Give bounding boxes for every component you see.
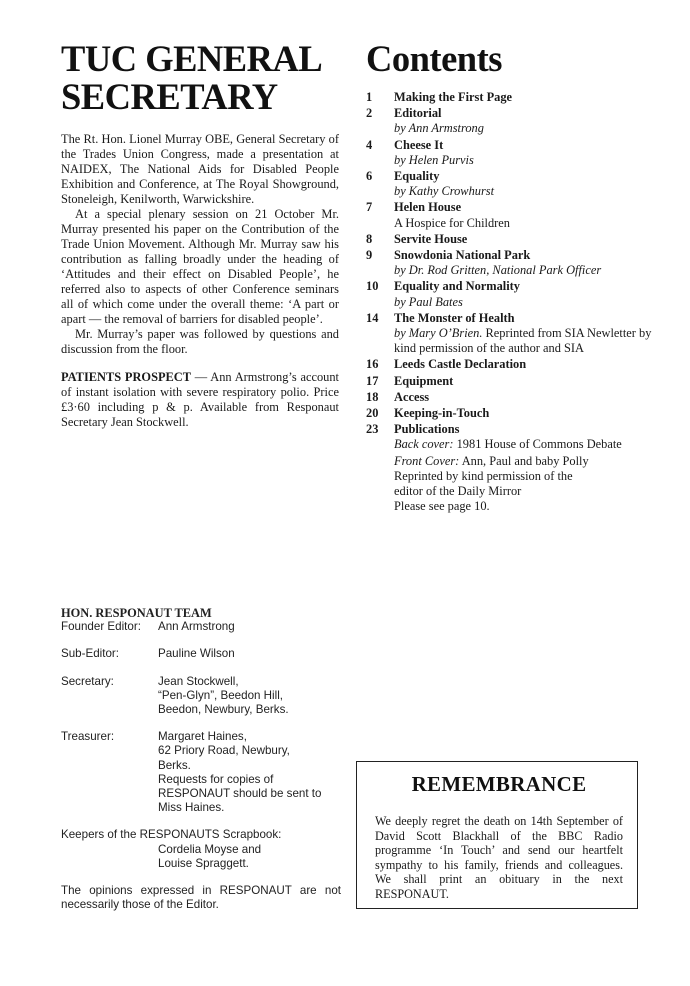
contents-item — [366, 232, 658, 247]
contents-page-number: 7 — [366, 200, 373, 215]
secretary-row — [61, 675, 341, 718]
treasurer-line-1: Margaret Haines, — [158, 730, 247, 744]
treasurer-line-6: Miss Haines. — [158, 801, 225, 815]
contents-page-number: 8 — [366, 231, 373, 246]
patients-prospect-notice — [61, 370, 339, 430]
responaut-team — [61, 606, 341, 912]
contents-item — [366, 406, 658, 421]
contents-page-number: 10 — [366, 279, 379, 294]
front-cover-line-3: editor of the Daily Mirror — [394, 484, 522, 499]
secretary-value — [158, 675, 341, 718]
contents-list — [366, 90, 658, 437]
treasurer-line-2: 62 Priory Road, Newbury, — [158, 744, 290, 758]
contents-item-title: Servite House — [394, 231, 468, 246]
founder-value: Ann Armstrong — [158, 620, 235, 634]
back-cover-note — [366, 437, 658, 452]
patients-prospect-heading: PATIENTS PROSPECT — [61, 370, 192, 384]
contents-item-title: Equality and Normality — [394, 279, 520, 294]
secretary-line-1: Jean Stockwell, — [158, 674, 239, 688]
contents-item-byline: by Kathy Crowhurst — [394, 184, 495, 199]
article-title — [61, 40, 339, 116]
contents-item-title: Cheese It — [394, 137, 444, 152]
contents-title: Contents — [366, 38, 502, 79]
contents-page-number: 17 — [366, 373, 379, 388]
contents-item — [366, 169, 658, 199]
contents-item-title: Publications — [394, 422, 460, 437]
contents-item-title: Leeds Castle Declaration — [394, 357, 527, 372]
team-heading: HON. RESPONAUT TEAM — [61, 606, 212, 620]
contents-item — [366, 357, 658, 372]
contents-item-title: Helen House — [394, 200, 462, 215]
treasurer-line-3: Berks. — [158, 758, 191, 772]
contents-item-subtitle: A Hospice for Children — [394, 215, 510, 230]
sub-editor-value: Pauline Wilson — [158, 647, 235, 661]
article-body — [61, 132, 339, 430]
contents-item-title: Editorial — [394, 106, 442, 121]
front-cover-line-2: Reprinted by kind permission of the — [394, 468, 573, 483]
keeper-name-1: Cordelia Moyse and — [158, 842, 262, 856]
secretary-line-3: Beedon, Newbury, Berks. — [158, 703, 289, 717]
tuc-article — [61, 40, 339, 430]
contents-page-number: 6 — [366, 169, 373, 184]
contents-item-title: Making the First Page — [394, 90, 513, 104]
contents-page-number: 14 — [366, 310, 379, 325]
contents-item — [366, 138, 658, 168]
treasurer-line-4: Requests for copies of — [158, 772, 274, 786]
contents-item-byline: by Mary O’Brien. — [394, 326, 483, 341]
contents-page-number: 2 — [366, 106, 373, 121]
contents-item — [366, 200, 658, 230]
article-title-line1: TUC GENERAL — [61, 38, 323, 79]
sub-editor-label: Sub-Editor: — [61, 647, 119, 661]
back-cover-label: Back cover: — [394, 437, 454, 452]
contents-page-number: 18 — [366, 389, 379, 404]
secretary-line-2: “Pen-Glyn”, Beedon Hill, — [158, 688, 284, 702]
article-paragraph-1: The Rt. Hon. Lionel Murray OBE, General Secretary of the Trades Union Congress, made a presentation at NAIDEX, The National Aids for Disabled People Exhibition and Conference, at The Royal Showground, Stoneleigh, Kenilworth, Warwickshire. — [61, 132, 339, 206]
contents-item-title: Equipment — [394, 373, 454, 388]
patients-prospect-text: — Ann Armstrong’s account of instant isolation with severe respiratory polio. Price £3·60 including p & p. Available from Responaut Secretary Jean Stockwell. — [61, 370, 339, 429]
front-cover-label: Front Cover: — [394, 453, 460, 468]
remembrance-title: REMEMBRANCE — [411, 772, 587, 796]
secretary-label: Secretary: — [61, 674, 114, 688]
back-cover-text: 1981 House of Commons Debate — [453, 437, 622, 452]
contents-item-title: The Monster of Health — [394, 310, 515, 325]
treasurer-value — [158, 730, 341, 815]
contents-item — [366, 106, 658, 136]
contents-item — [366, 248, 658, 278]
contents-item — [366, 374, 658, 389]
contents-item-title: Snowdonia National Park — [394, 248, 531, 263]
contents-item-title: Equality — [394, 169, 440, 184]
treasurer-label: Treasurer: — [61, 730, 115, 744]
treasurer-line-5: RESPONAUT should be sent to — [158, 787, 322, 801]
contents-page-number: 16 — [366, 357, 379, 372]
contents-item-title: Keeping-in-Touch — [394, 406, 490, 421]
contents-item-byline: by Helen Purvis — [394, 152, 474, 167]
contents-page-number: 23 — [366, 422, 379, 437]
article-paragraph-2: At a special plenary session on 21 October Mr. Murray presented his paper on the Contribution of the Trade Union Movement. Although Mr. Murray saw his contribution as falling broadly under the heading of ‘Attitudes and their effect on Disabled People’, he referred also to aspects of other Conference seminars all of which come under the overall theme: ‘A part or apart — the removal of barriers for disabled people’. — [61, 207, 339, 326]
keepers-names — [61, 843, 341, 871]
contents-page-number: 4 — [366, 137, 373, 152]
front-cover-text: Ann, Paul and baby Polly — [459, 453, 589, 468]
contents-section — [366, 40, 658, 514]
front-cover-line-4: Please see page 10. — [394, 499, 490, 514]
keeper-name-2: Louise Spraggett. — [158, 856, 249, 870]
front-cover-note — [366, 454, 658, 515]
founder-label: Founder Editor: — [61, 620, 141, 634]
contents-item-byline: by Ann Armstrong — [394, 121, 484, 136]
contents-item-note: Reprinted from SIA Newletter by kind permission of the author and SIA — [394, 326, 652, 356]
contents-item-byline: by Dr. Rod Gritten, National Park Officer — [394, 263, 602, 278]
keepers-label: Keepers of the RESPONAUTS Scrapbook: — [61, 828, 282, 842]
contents-item — [366, 90, 658, 105]
article-paragraph-3: Mr. Murray’s paper was followed by questions and discussion from the floor. — [61, 327, 339, 356]
contents-item — [366, 311, 658, 357]
contents-page-number: 20 — [366, 406, 379, 421]
contents-page-number: 1 — [366, 90, 373, 104]
contents-item-title: Access — [394, 389, 430, 404]
sub-editor-row — [61, 647, 341, 661]
contents-item — [366, 422, 658, 437]
remembrance-box — [356, 761, 638, 909]
remembrance-text: We deeply regret the death on 14th September of David Scott Blackhall of the BBC Radio programme ‘In Touch’ and send our heartfelt sympathy to his family, friends and colleagues. We shall print an obituary in the next RESPONAUT. — [375, 814, 623, 901]
treasurer-row — [61, 730, 341, 815]
founder-row — [61, 620, 341, 634]
contents-page-number: 9 — [366, 248, 373, 263]
contents-item — [366, 279, 658, 309]
editorial-disclaimer: The opinions expressed in RESPONAUT are not necessarily those of the Editor. — [61, 884, 341, 912]
contents-item-byline: by Paul Bates — [394, 294, 463, 309]
article-title-line2: SECRETARY — [61, 76, 278, 117]
contents-item — [366, 390, 658, 405]
